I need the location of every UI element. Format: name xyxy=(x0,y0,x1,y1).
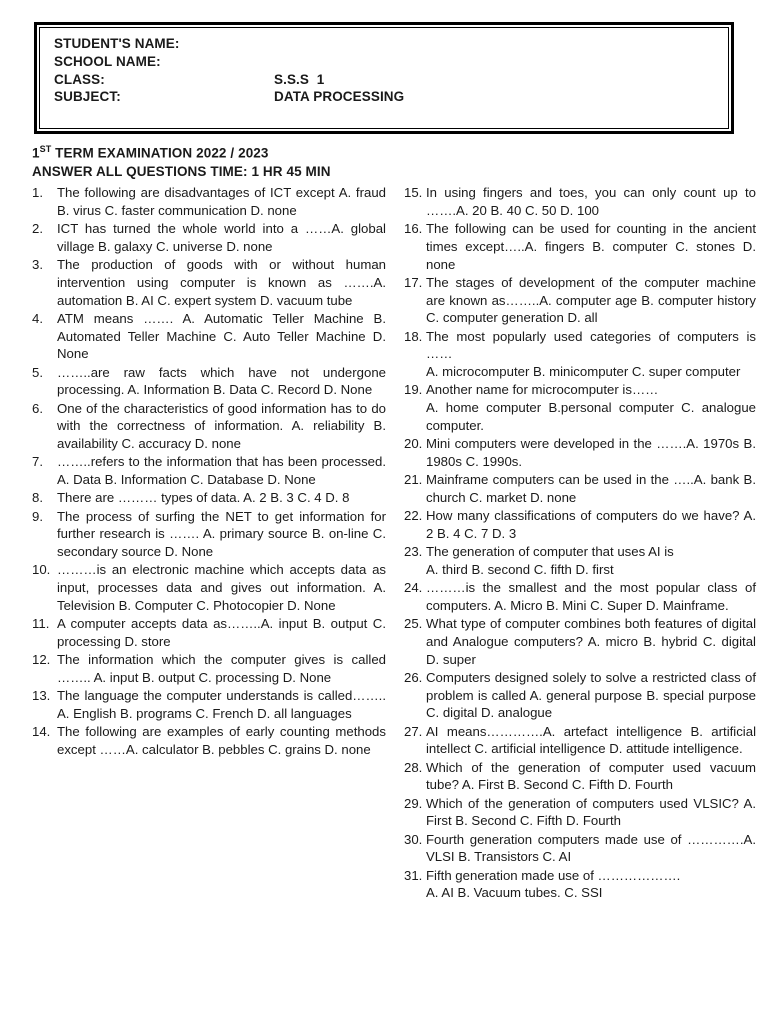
question-item xyxy=(32,615,386,651)
question-item xyxy=(404,471,756,507)
question-number: 9. xyxy=(32,508,43,524)
question-text: The information which the computer gives is called …….. A. input B. output C. processing D. None xyxy=(57,652,386,685)
question-item xyxy=(404,669,756,722)
exam-title-rest: TERM EXAMINATION 2022 / 2023 xyxy=(51,145,269,161)
question-number: 6. xyxy=(32,400,43,416)
question-options: A. home computer B.personal computer C. analogue computer. xyxy=(426,400,756,433)
question-number: 3. xyxy=(32,257,43,273)
question-item xyxy=(404,274,756,327)
question-text: ………is the smallest and the most popular class of computers. A. Micro B. Mini C. Super D. Mainframe. xyxy=(426,580,756,613)
question-text: There are ……… types of data. A. 2 B. 3 C. 4 D. 8 xyxy=(57,490,350,506)
exam-title-ordinal-suffix: ST xyxy=(39,144,52,155)
identification-box-inner xyxy=(39,27,729,129)
question-text: Which of the generation of computers used VLSIC? A. First B. Second C. Fifth D. Fourth xyxy=(426,795,756,829)
question-text: Mini computers were developed in the …….A. 1970s B. 1980s C. 1990s. xyxy=(426,436,756,469)
question-item xyxy=(404,507,756,543)
question-text: Computers designed solely to solve a restricted class of problem is called A. general purpose B. special purpose C. digital D. analogue xyxy=(426,669,756,721)
question-number: 4. xyxy=(32,310,43,326)
class-value: S.S.S 1 xyxy=(274,71,325,87)
question-number: 1. xyxy=(32,185,43,201)
question-item xyxy=(404,328,756,381)
question-item xyxy=(404,543,756,579)
question-number: 13. xyxy=(32,688,51,704)
question-item xyxy=(32,364,386,400)
question-text: The following are examples of early counting methods except ……A. calculator B. pebbles C. grains D. none xyxy=(57,724,386,757)
question-text: The language the computer understands is called…….. A. English B. programs C. French D. all languages xyxy=(57,688,386,721)
question-item xyxy=(404,435,756,471)
left-question-column xyxy=(32,184,386,759)
identification-row-class xyxy=(54,71,728,89)
question-number: 17. xyxy=(404,274,423,290)
question-item xyxy=(32,310,386,363)
question-text: ………is an electronic machine which accepts data as input, processes data and gives out information. A. Television B. Computer C. Photocopier D. None xyxy=(57,562,386,613)
exam-heading xyxy=(32,143,740,181)
question-text: AI means………….A. artefact intelligence B. artificial intellect C. artificial intelligence D. attitude intelligence. xyxy=(426,723,756,757)
question-number: 7. xyxy=(32,454,43,470)
school-name-label: SCHOOL NAME: xyxy=(54,53,161,69)
exam-title-prefix: 1 xyxy=(32,145,40,161)
question-item xyxy=(404,184,756,220)
question-item xyxy=(32,400,386,453)
question-item xyxy=(404,759,756,795)
question-item xyxy=(32,489,386,507)
question-text: The following are disadvantages of ICT except A. fraud B. virus C. faster communication D. none xyxy=(57,185,386,218)
identification-row-school-name xyxy=(54,53,728,71)
left-question-list xyxy=(32,184,386,759)
student-identification-box xyxy=(34,22,734,134)
exam-instruction-line: ANSWER ALL QUESTIONS TIME: 1 HR 45 MIN xyxy=(32,163,331,179)
subject-label: SUBJECT: xyxy=(54,89,121,105)
question-text: What type of computer combines both features of digital and Analogue computers? A. micro B. hybrid C. digital D. super xyxy=(426,616,756,667)
question-number: 19. xyxy=(404,382,423,398)
question-item xyxy=(32,184,386,220)
question-item xyxy=(32,256,386,309)
question-number: 31. xyxy=(404,867,423,883)
question-stem: Another name for microcomputer is…… xyxy=(426,382,659,398)
question-stem: Fifth generation made use of ………………. xyxy=(426,867,681,883)
question-text: The production of goods with or without human intervention using computer is known as …….A. automation B. AI C. expert system D. vacuum tube xyxy=(57,257,386,308)
question-options: A. third B. second C. fifth D. first xyxy=(426,561,614,577)
question-number: 10. xyxy=(32,562,51,578)
question-options: A. AI B. Vacuum tubes. C. SSI xyxy=(426,885,603,901)
question-item xyxy=(32,723,386,759)
question-number: 21. xyxy=(404,472,423,488)
question-columns xyxy=(32,184,756,903)
question-text: ATM means ……. A. Automatic Teller Machine B. Automated Teller Machine C. Auto Teller Machine D. None xyxy=(57,310,386,362)
question-text: The stages of development of the computer machine are known as……..A. computer age B. computer history C. computer generation D. all xyxy=(426,274,756,326)
question-number: 18. xyxy=(404,328,423,344)
question-number: 15. xyxy=(404,185,423,201)
question-number: 30. xyxy=(404,831,423,847)
identification-row-student-name xyxy=(54,35,728,53)
question-text: ……..refers to the information that has been processed. A. Data B. Information C. Database D. None xyxy=(57,454,386,488)
question-options: A. microcomputer B. minicomputer C. super computer xyxy=(426,364,741,380)
question-item xyxy=(32,561,386,614)
question-item xyxy=(404,615,756,668)
question-text: One of the characteristics of good information has to do with the correctness of information. A. reliability B. availability C. accuracy D. none xyxy=(57,400,386,452)
question-number: 5. xyxy=(32,364,43,380)
question-number: 11. xyxy=(32,616,50,632)
question-number: 14. xyxy=(32,724,51,740)
exam-title-line xyxy=(32,143,740,163)
question-text: Which of the generation of computer used vacuum tube? A. First B. Second C. Fifth D. Fourth xyxy=(426,759,756,793)
class-label: CLASS: xyxy=(54,71,105,87)
question-number: 25. xyxy=(404,616,423,632)
student-name-label: STUDENT'S NAME: xyxy=(54,36,180,51)
question-number: 20. xyxy=(404,436,423,452)
identification-box-spacer xyxy=(54,106,728,118)
question-stem: The most popularly used categories of computers is …… xyxy=(426,328,756,362)
question-text: Mainframe computers can be used in the …..A. bank B. church C. market D. none xyxy=(426,472,756,505)
question-item xyxy=(404,220,756,273)
question-number: 23. xyxy=(404,544,423,560)
question-item xyxy=(32,508,386,561)
question-number: 2. xyxy=(32,221,43,237)
question-item xyxy=(32,651,386,687)
question-number: 22. xyxy=(404,508,423,524)
question-number: 24. xyxy=(404,580,423,596)
question-item xyxy=(32,220,386,256)
question-text: ICT has turned the whole world into a ……A. global village B. galaxy C. universe D. none xyxy=(57,221,386,254)
question-item xyxy=(32,687,386,723)
question-number: 12. xyxy=(32,652,51,668)
question-number: 26. xyxy=(404,669,423,685)
question-text: How many classifications of computers do we have? A. 2 B. 4 C. 7 D. 3 xyxy=(426,508,756,541)
question-item xyxy=(404,381,756,434)
question-item xyxy=(404,579,756,615)
question-number: 16. xyxy=(404,221,423,237)
question-text: The following can be used for counting in the ancient times except…..A. fingers B. computer C. stones D. none xyxy=(426,221,756,272)
question-item xyxy=(32,453,386,489)
question-text: ……..are raw facts which have not undergone processing. A. Information B. Data C. Record D. None xyxy=(57,364,386,398)
subject-value: DATA PROCESSING xyxy=(274,89,405,105)
question-item xyxy=(404,795,756,831)
question-item xyxy=(404,723,756,759)
identification-row-subject xyxy=(54,88,728,106)
question-number: 27. xyxy=(404,723,423,739)
question-text: In using fingers and toes, you can only count up to …….A. 20 B. 40 C. 50 D. 100 xyxy=(426,185,756,218)
question-item xyxy=(404,831,756,867)
question-number: 8. xyxy=(32,490,43,506)
right-question-column xyxy=(404,184,756,903)
question-text: Fourth generation computers made use of ………….A. VLSI B. Transistors C. AI xyxy=(426,831,756,865)
question-text: The process of surfing the NET to get information for further research is ……. A. primary source B. on-line C. secondary source D. None xyxy=(57,508,386,560)
right-question-list xyxy=(404,184,756,902)
question-text: A computer accepts data as……..A. input B. output C. processing D. store xyxy=(57,616,386,649)
question-number: 29. xyxy=(404,795,423,811)
question-number: 28. xyxy=(404,759,423,775)
question-item xyxy=(404,867,756,903)
question-stem: The generation of computer that uses AI is xyxy=(426,544,674,560)
